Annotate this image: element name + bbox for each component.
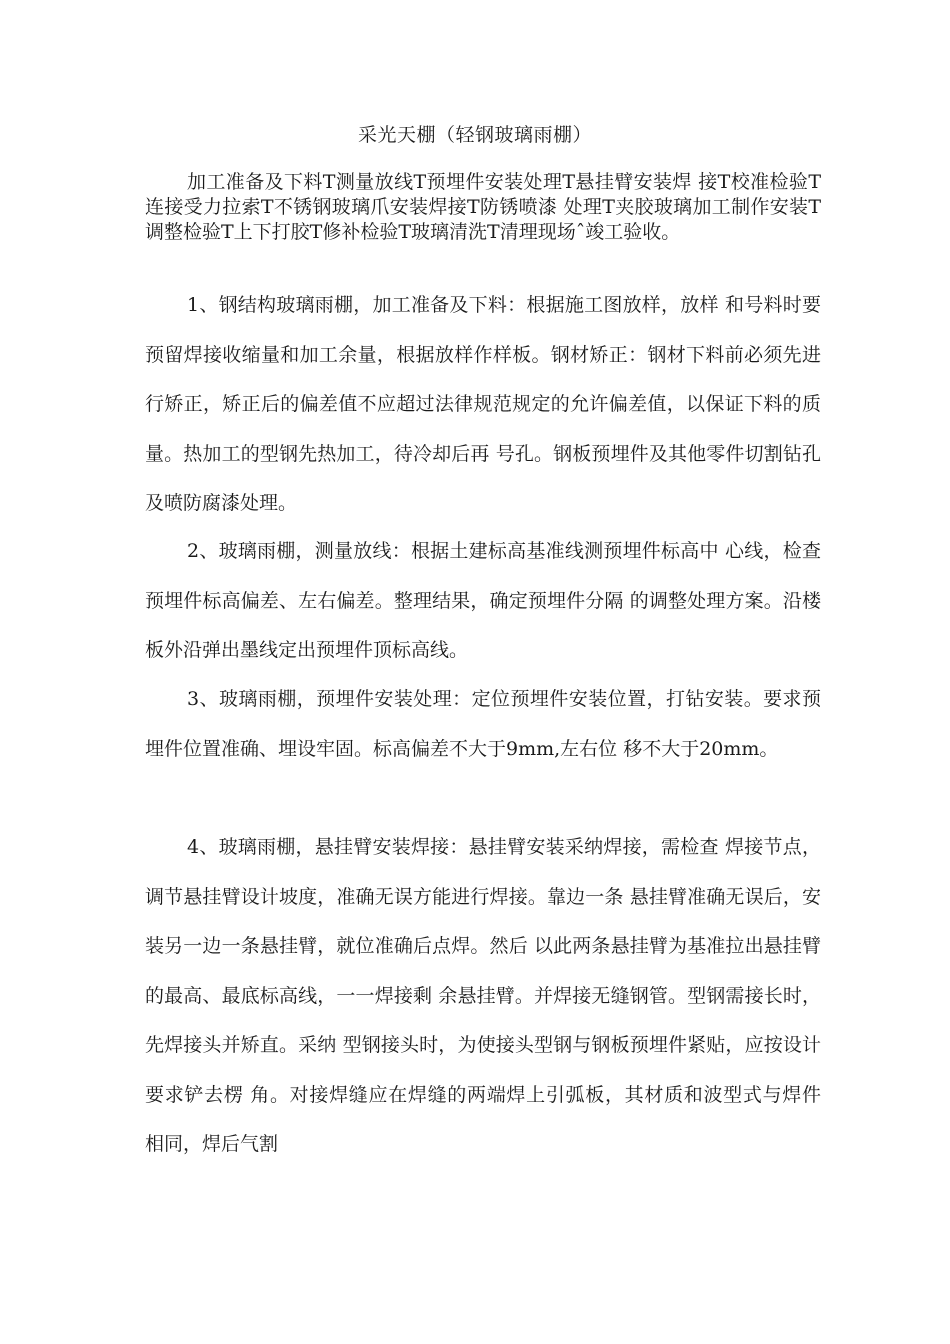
process-flow-paragraph: 加工准备及下料T测量放线T预埋件安装处理T悬挂臂安装焊 接T校准检验T连接受力拉索T不锈钢玻璃爪安装焊接T防锈喷漆 处理T夹胶玻璃加工制作安装T调整检验T上下打胶T修补检验T玻璃清洗T清理现场ˆ竣工验收。 — [145, 171, 821, 243]
paragraph-2-survey: 2、玻璃雨棚，测量放线：根据土建标高基准线测预埋件标高中 心线，检查预埋件标高偏差、左右偏差。整理结果，确定预埋件分隔 的调整处理方案。沿楼板外沿弹出墨线定出预埋件顶标高线。 — [145, 540, 821, 661]
paragraph-1-preparation: 1、钢结构玻璃雨棚，加工准备及下料：根据施工图放样，放样 和号料时要预留焊接收缩量和加工余量，根据放样作样板。钢材矫正：钢材下料前必须先进行矫正，矫正后的偏差值不应超过法律规范规定的允许偏差值，以保证下料的质量。热加工的型钢先热加工，待冷却后再 号孔。钢板预埋件及其他零件切割钻孔及喷防腐漆处理。 — [145, 294, 821, 514]
document-title: 采光天棚（轻钢玻璃雨棚） — [357, 124, 592, 146]
paragraph-3-embedded-parts: 3、玻璃雨棚，预埋件安装处理：定位预埋件安装位置，打钻安装。要求预埋件位置准确、埋设牢固。标高偏差不大于9mm,左右位 移不大于20mm。 — [145, 688, 821, 760]
paragraph-4-cantilever-welding: 4、玻璃雨棚，悬挂臂安装焊接：悬挂臂安装采纳焊接，需检查 焊接节点，调节悬挂臂设计坡度，准确无误方能进行焊接。靠边一条 悬挂臂准确无误后，安装另一边一条悬挂臂，就位准确后点焊。然后 以此两条悬挂臂为基准拉出悬挂臂的最高、最底标高线，一一焊接剩 余悬挂臂。并焊接无缝钢管。型钢需接长时，先焊接头并矫直。采纳 型钢接头时，为使接头型钢与钢板预埋件紧贴，应按设计要求铲去楞 角。对接焊缝应在焊缝的两端焊上引弧板，其材质和波型式与焊件 相同，焊后气割 — [145, 836, 821, 1155]
